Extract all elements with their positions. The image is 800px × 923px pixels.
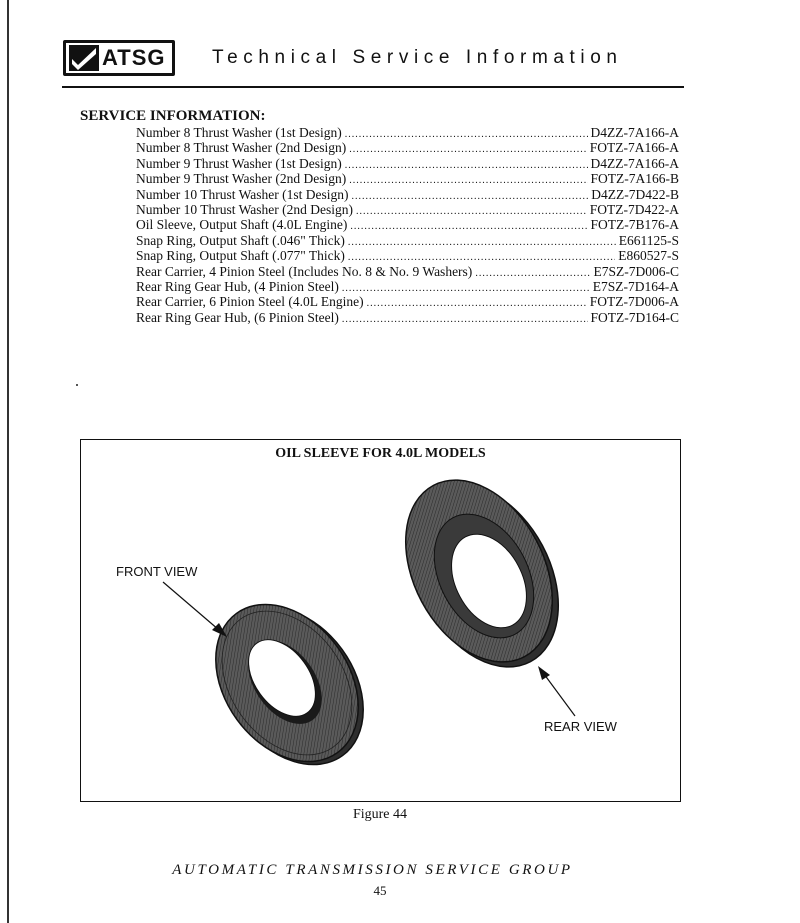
figure-frame <box>80 439 681 802</box>
part-name: Number 9 Thrust Washer (2nd Design) <box>136 171 347 187</box>
part-row <box>136 310 679 325</box>
dot-leader <box>345 127 588 142</box>
part-name: Number 10 Thrust Washer (1st Design) <box>136 186 349 202</box>
part-name: Rear Ring Gear Hub, (6 Pinion Steel) <box>136 309 339 325</box>
part-row <box>136 294 679 309</box>
dot-leader <box>356 204 587 219</box>
part-number: FOTZ-7A166-A <box>589 140 679 156</box>
part-row <box>136 279 679 294</box>
logo-text: ATSG <box>102 45 166 70</box>
part-number: FOTZ-7D006-A <box>589 294 679 310</box>
part-row <box>136 233 679 248</box>
part-row <box>136 217 679 232</box>
dot-leader <box>367 296 587 311</box>
part-name: Oil Sleeve, Output Shaft (4.0L Engine) <box>136 217 348 233</box>
part-name: Rear Ring Gear Hub, (4 Pinion Steel) <box>136 278 339 294</box>
figure-title: OIL SLEEVE FOR 4.0L MODELS <box>275 446 486 461</box>
page-binding-line <box>7 0 9 923</box>
service-information-title: SERVICE INFORMATION: <box>80 108 266 124</box>
dot-leader <box>349 142 586 157</box>
front-view-leader <box>163 582 227 637</box>
header-rule <box>62 86 684 88</box>
dot-leader <box>345 158 588 173</box>
part-number: E7SZ-7D006-C <box>593 263 679 279</box>
part-row <box>136 202 679 217</box>
dot-leader <box>348 235 616 250</box>
part-row <box>136 264 679 279</box>
part-name: Snap Ring, Output Shaft (.046" Thick) <box>136 232 345 248</box>
dot-leader <box>342 281 590 296</box>
part-number: FOTZ-7B176-A <box>590 217 679 233</box>
check-mark-icon <box>69 45 99 71</box>
part-name: Number 9 Thrust Washer (1st Design) <box>136 155 342 171</box>
part-number: E860527-S <box>618 248 679 264</box>
dot-leader <box>342 312 588 327</box>
part-row <box>136 156 679 171</box>
part-row <box>136 248 679 263</box>
part-number: E7SZ-7D164-A <box>592 278 679 294</box>
part-number: FOTZ-7A166-B <box>590 171 679 187</box>
dot-leader <box>352 189 589 204</box>
part-name: Rear Carrier, 6 Pinion Steel (4.0L Engine) <box>136 294 364 310</box>
figure-caption: Figure 44 <box>352 807 408 822</box>
dot-leader <box>349 173 587 188</box>
part-row <box>136 125 679 140</box>
part-name: Snap Ring, Output Shaft (.077" Thick) <box>136 248 345 264</box>
part-number: D4ZZ-7A166-A <box>590 155 679 171</box>
part-row <box>136 187 679 202</box>
part-name: Number 8 Thrust Washer (1st Design) <box>136 125 342 140</box>
header-title: Technical Service Information <box>212 47 623 68</box>
dot-leader <box>350 219 587 234</box>
atsg-logo <box>63 40 175 76</box>
part-number: D4ZZ-7A166-A <box>590 125 679 140</box>
footer-group-name: AUTOMATIC TRANSMISSION SERVICE GROUP <box>172 862 573 878</box>
part-number: E661125-S <box>618 232 679 248</box>
part-number: D4ZZ-7D422-B <box>591 186 679 202</box>
part-number: FOTZ-7D422-A <box>589 201 679 217</box>
oil-sleeve-illustration <box>81 440 679 800</box>
rear-view-sleeve <box>376 455 588 692</box>
front-view-label: FRONT VIEW <box>116 564 198 579</box>
part-row <box>136 140 679 155</box>
front-view-sleeve <box>186 577 392 792</box>
dot-leader <box>475 266 590 281</box>
page-number: 45 <box>373 883 387 898</box>
part-name: Number 8 Thrust Washer (2nd Design) <box>136 140 347 156</box>
part-row <box>136 171 679 186</box>
part-name: Number 10 Thrust Washer (2nd Design) <box>136 201 354 217</box>
parts-list <box>136 125 679 325</box>
rear-view-leader <box>538 666 575 716</box>
scan-speck <box>76 384 78 386</box>
rear-view-label: REAR VIEW <box>544 719 617 734</box>
part-name: Rear Carrier, 4 Pinion Steel (Includes No. 8 & No. 9 Washers) <box>136 263 473 279</box>
part-number: FOTZ-7D164-C <box>590 309 679 325</box>
